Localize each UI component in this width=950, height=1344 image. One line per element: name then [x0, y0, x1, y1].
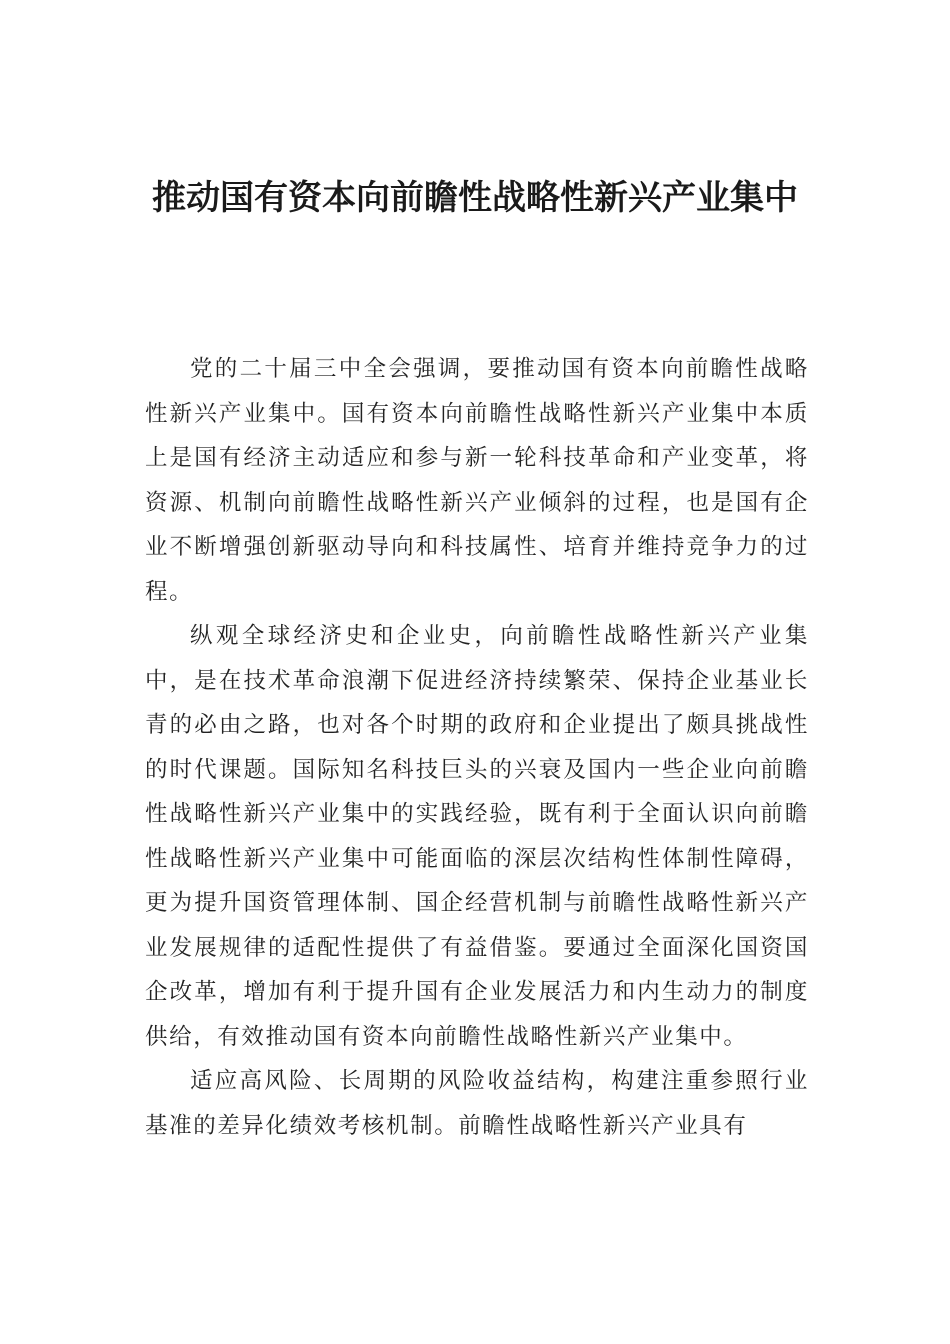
document-title: 推动国有资本向前瞻性战略性新兴产业集中	[152, 178, 798, 218]
document-body	[145, 347, 809, 1148]
paragraph-3: 适应高风险、长周期的风险收益结构，构建注重参照行业基准的差异化绩效考核机制。前瞻性战略性新兴产业具有	[145, 1068, 809, 1139]
paragraph-1: 党的二十届三中全会强调，要推动国有资本向前瞻性战略性新兴产业集中。国有资本向前瞻性战略性新兴产业集中本质上是国有经济主动适应和参与新一轮科技革命和产业变革，将资源、机制向前瞻性战略性新兴产业倾斜的过程，也是国有企业不断增强创新驱动导向和科技属性、培育并维持竞争力的过程。	[145, 356, 809, 605]
paragraph-2: 纵观全球经济史和企业史，向前瞻性战略性新兴产业集中，是在技术革命浪潮下促进经济持续繁荣、保持企业基业长青的必由之路，也对各个时期的政府和企业提出了颇具挑战性的时代课题。国际知名科技巨头的兴衰及国内一些企业向前瞻性战略性新兴产业集中的实践经验，既有利于全面认识向前瞻性战略性新兴产业集中可能面临的深层次结构性体制性障碍，更为提升国资管理体制、国企经营机制与前瞻性战略性新兴产业发展规律的适配性提供了有益借鉴。要通过全面深化国资国企改革，增加有利于提升国有企业发展活力和内生动力的制度供给，有效推动国有资本向前瞻性战略性新兴产业集中。	[145, 623, 809, 1050]
